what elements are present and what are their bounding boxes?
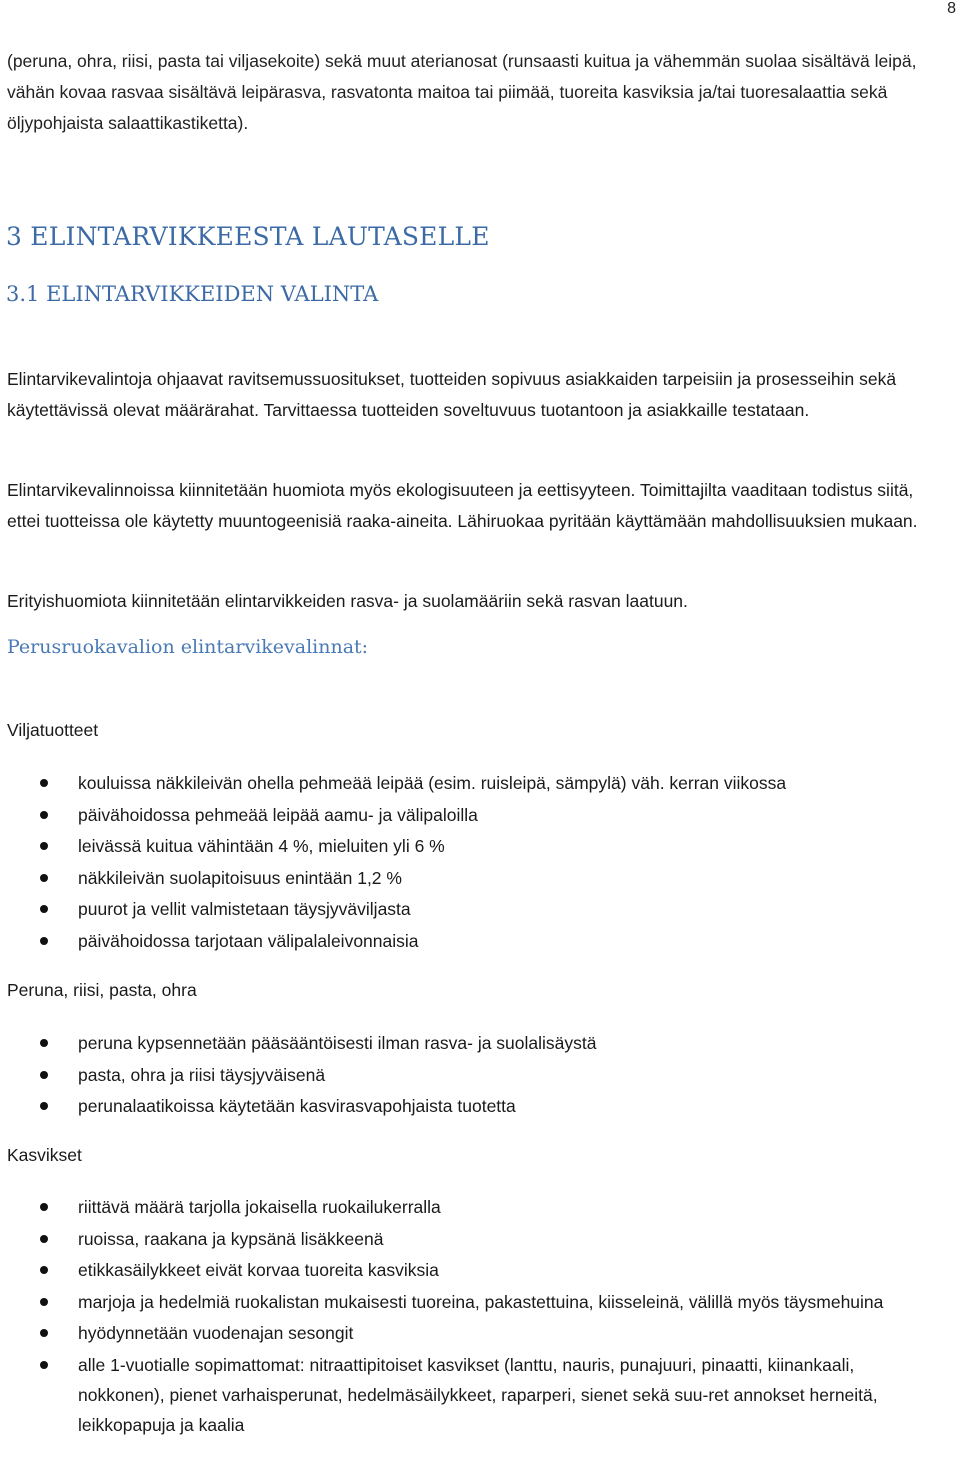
list-item: leivässä kuitua vähintään 4 %, mieluiten yli 6 % — [0, 831, 930, 861]
category-title: Peruna, riisi, pasta, ohra — [7, 980, 197, 1000]
list-item: etikkasäilykkeet eivät korvaa tuoreita kasviksia — [0, 1255, 930, 1285]
list-item: päivähoidossa tarjotaan välipalaleivonnaisia — [0, 926, 930, 956]
bullet-icon — [40, 1203, 48, 1211]
bullet-icon — [40, 779, 48, 787]
list-item: puurot ja vellit valmistetaan täysjyväviljasta — [0, 894, 930, 924]
bullet-list — [0, 768, 930, 957]
bullet-icon — [40, 811, 48, 819]
bullet-icon — [40, 1361, 48, 1369]
category-title: Viljatuotteet — [7, 720, 99, 740]
list-item: hyödynnetään vuodenajan sesongit — [0, 1318, 930, 1348]
intro-paragraph: (peruna, ohra, riisi, pasta tai viljasekoite) sekä muut aterianosat (runsaasti kuitua ja vähemmän suolaa sisältävä leipä, vähän kovaa rasvaa sisältävä leipärasva, rasvatonta maitoa tai piimää, tuoreita kasviksia ja/tai tuoresalaattia sekä öljypohjaista salaattikastiketta). — [7, 51, 917, 133]
bullet-icon — [40, 842, 48, 850]
list-item: päivähoidossa pehmeää leipää aamu- ja välipaloilla — [0, 800, 930, 830]
paragraph: Erityishuomiota kiinnitetään elintarvikkeiden rasva- ja suolamääriin sekä rasvan laatuun. — [7, 591, 688, 611]
bullet-icon — [40, 874, 48, 882]
bullet-icon — [40, 905, 48, 913]
paragraph: Elintarvikevalintoja ohjaavat ravitsemussuositukset, tuotteiden sopivuus asiakkaiden tarpeisiin ja prosesseihin sekä käytettävissä olevat määrärahat. Tarvittaessa tuotteiden soveltuvuus tuotantoon ja asiakkaille testataan. — [7, 369, 897, 420]
list-item: näkkileivän suolapitoisuus enintään 1,2 % — [0, 863, 930, 893]
page-number: 8 — [947, 0, 956, 17]
bullet-icon — [40, 1329, 48, 1337]
bullet-icon — [40, 1071, 48, 1079]
list-item: ruoissa, raakana ja kypsänä lisäkkeenä — [0, 1224, 930, 1254]
bullet-icon — [40, 1298, 48, 1306]
subheading: Perusruokavalion elintarvikevalinnat: — [7, 636, 369, 658]
bullet-icon — [40, 1102, 48, 1110]
bullet-icon — [40, 1235, 48, 1243]
list-item: marjoja ja hedelmiä ruokalistan mukaisesti tuoreina, pakastettuina, kiisseleinä, välillä myös täysmehuina — [0, 1287, 930, 1317]
list-item: kouluissa näkkileivän ohella pehmeää leipää (esim. ruisleipä, sämpylä) väh. kerran viikossa — [0, 768, 930, 798]
bullet-list — [0, 1192, 930, 1441]
list-item: peruna kypsennetään pääsääntöisesti ilman rasva- ja suolalisäystä — [0, 1028, 930, 1058]
list-item: perunalaatikoissa käytetään kasvirasvapohjaista tuotetta — [0, 1091, 930, 1121]
bullet-icon — [40, 937, 48, 945]
paragraph: Elintarvikevalinnoissa kiinnitetään huomiota myös ekologisuuteen ja eettisyyteen. Toimittajilta vaaditaan todistus siitä, ettei tuotteissa ole käytetty muuntogeenisiä raaka-aineita. Lähiruokaa pyritään käyttämään mahdollisuuksien mukaan. — [7, 480, 918, 531]
section-heading: 3.1 ELINTARVIKKEIDEN VALINTA — [6, 282, 379, 306]
bullet-icon — [40, 1039, 48, 1047]
list-item: riittävä määrä tarjolla jokaisella ruokailukerralla — [0, 1192, 930, 1222]
bullet-list — [0, 1028, 930, 1123]
bullet-icon — [40, 1266, 48, 1274]
category-title: Kasvikset — [7, 1145, 82, 1165]
chapter-heading: 3 ELINTARVIKKEESTA LAUTASELLE — [6, 222, 490, 251]
list-item: alle 1-vuotialle sopimattomat: nitraattipitoiset kasvikset (lanttu, nauris, punajuuri, pinaatti, kiinankaali, nokkonen), pienet varhaisperunat, hedelmäsäilykkeet, raparperi, sienet sekä suu-ret annokset herneitä, leikkopapuja ja kaalia — [0, 1350, 930, 1440]
list-item: pasta, ohra ja riisi täysjyväisenä — [0, 1060, 930, 1090]
